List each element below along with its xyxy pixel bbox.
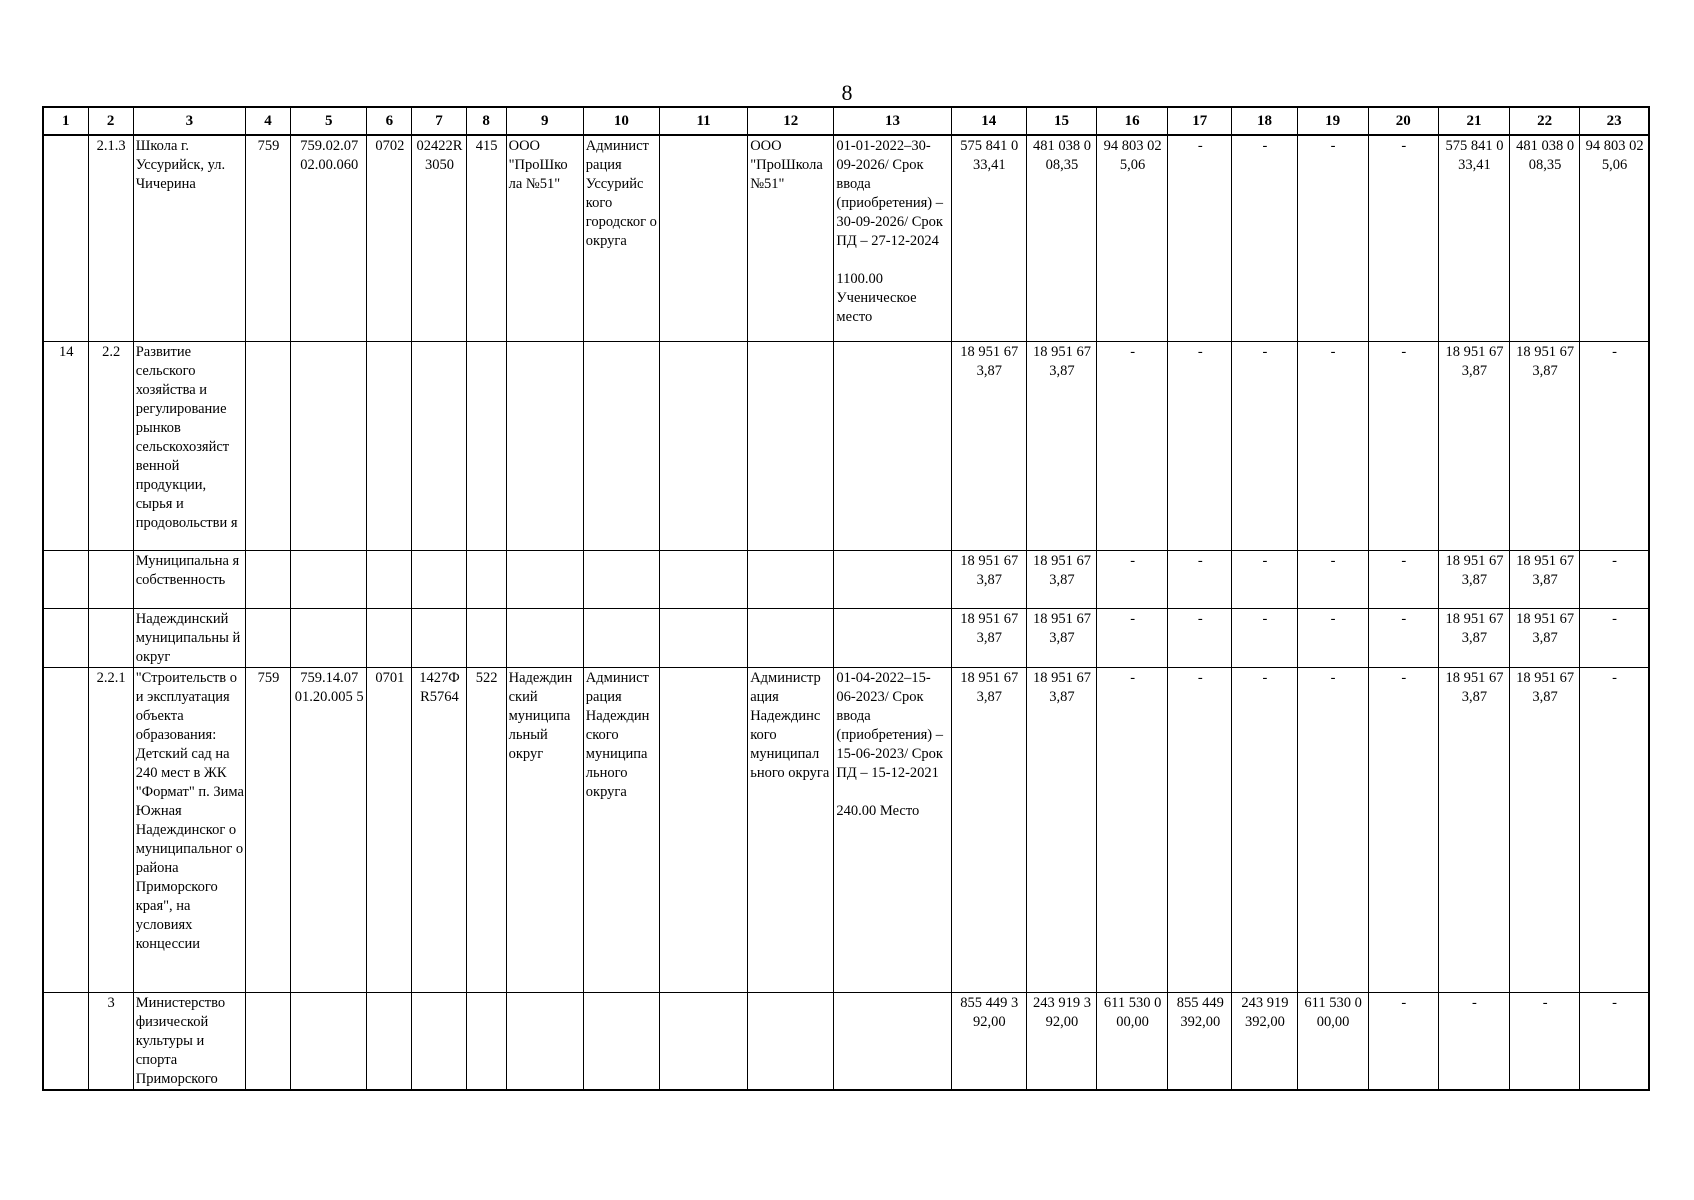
table-cell-col-15: 481 038 0 08,35 [1026,135,1096,341]
table-cell-col-17: - [1168,341,1232,550]
table-cell-col-18: - [1232,135,1297,341]
column-header-1: 1 [43,107,88,135]
table-cell-col-22: 18 951 67 3,87 [1510,608,1580,667]
table-cell-col-2: 2.2.1 [88,667,133,992]
column-header-20: 20 [1368,107,1438,135]
table-cell-col-15: 18 951 67 3,87 [1026,341,1096,550]
table-cell-col-5 [291,608,367,667]
table-cell-col-10: Админист рация Надеждин ского муниципа льного округа [583,667,659,992]
table-cell-col-17: - [1168,608,1232,667]
column-header-7: 7 [412,107,466,135]
data-table [42,106,1650,1091]
column-header-17: 17 [1168,107,1232,135]
table-cell-col-16: 94 803 02 5,06 [1097,135,1168,341]
table-cell-col-6: 0702 [367,135,412,341]
table-cell-col-6 [367,341,412,550]
column-header-23: 23 [1580,107,1649,135]
table-cell-col-15: 18 951 67 3,87 [1026,550,1096,608]
table-row [43,135,1649,341]
table-cell-col-23: - [1580,992,1649,1090]
table-cell-col-3: Школа г. Уссурийск, ул. Чичерина [133,135,245,341]
table-cell-col-14: 575 841 0 33,41 [951,135,1026,341]
table-cell-col-17: - [1168,667,1232,992]
table-cell-col-4 [245,550,290,608]
table-cell-col-9 [506,341,583,550]
table-cell-col-12 [748,550,834,608]
table-cell-col-8 [466,608,506,667]
table-cell-col-14: 855 449 3 92,00 [951,992,1026,1090]
table-cell-col-20: - [1368,992,1438,1090]
table-cell-col-12: ООО "ПроШкола №51" [748,135,834,341]
table-cell-col-14: 18 951 67 3,87 [951,341,1026,550]
table-cell-col-22: 18 951 67 3,87 [1510,341,1580,550]
table-row [43,550,1649,608]
table-cell-col-23: - [1580,667,1649,992]
table-cell-col-3: Министерство физической культуры и спорта Приморского [133,992,245,1090]
table-cell-col-6: 0701 [367,667,412,992]
table-cell-col-13: 01-04-2022–15-06-2023/ Срок ввода (приобретения) – 15-06-2023/ Срок ПД – 15-12-2021 240.00 Место [834,667,951,992]
column-header-22: 22 [1510,107,1580,135]
table-cell-col-21: 18 951 67 3,87 [1438,667,1509,992]
table-cell-col-10 [583,341,659,550]
table-cell-col-14: 18 951 67 3,87 [951,608,1026,667]
table-cell-col-20: - [1368,667,1438,992]
table-cell-col-19: - [1297,135,1368,341]
table-cell-col-5: 759.02.07 02.00.060 [291,135,367,341]
table-cell-col-2: 2.2 [88,341,133,550]
table-cell-col-18: 243 919 392,00 [1232,992,1297,1090]
table-row [43,667,1649,992]
table-cell-col-14: 18 951 67 3,87 [951,550,1026,608]
table-cell-col-18: - [1232,608,1297,667]
table-cell-col-2: 3 [88,992,133,1090]
table-cell-col-7: 1427Ф R5764 [412,667,466,992]
table-cell-col-19: - [1297,550,1368,608]
column-header-6: 6 [367,107,412,135]
table-cell-col-3: Развитие сельского хозяйства и регулирование рынков сельскохозяйст венной продукции, сырья и продовольстви я [133,341,245,550]
column-header-21: 21 [1438,107,1509,135]
table-cell-col-18: - [1232,341,1297,550]
table-cell-col-1 [43,550,88,608]
table-cell-col-21: 18 951 67 3,87 [1438,341,1509,550]
table-cell-col-10: Админист рация Уссурийс кого городског о округа [583,135,659,341]
table-cell-col-7: 02422R 3050 [412,135,466,341]
table-cell-col-18: - [1232,667,1297,992]
table-cell-col-21: 18 951 67 3,87 [1438,550,1509,608]
table-cell-col-16: - [1097,667,1168,992]
table-cell-col-15: 243 919 3 92,00 [1026,992,1096,1090]
page-number: 8 [841,80,853,105]
table-cell-col-12 [748,341,834,550]
column-header-5: 5 [291,107,367,135]
table-cell-col-22: 481 038 0 08,35 [1510,135,1580,341]
table-cell-col-4 [245,608,290,667]
column-header-8: 8 [466,107,506,135]
table-cell-col-22: - [1510,992,1580,1090]
table-cell-col-1 [43,667,88,992]
table-cell-col-1 [43,992,88,1090]
table-cell-col-3: Надеждинский муниципальны й округ [133,608,245,667]
table-cell-col-4: 759 [245,667,290,992]
table-cell-col-8 [466,341,506,550]
table-cell-col-11 [659,135,747,341]
table-cell-col-17: - [1168,550,1232,608]
table-cell-col-4 [245,341,290,550]
table-cell-col-15: 18 951 67 3,87 [1026,667,1096,992]
table-cell-col-11 [659,667,747,992]
table-cell-col-22: 18 951 67 3,87 [1510,667,1580,992]
table-cell-col-6 [367,608,412,667]
table-cell-col-4: 759 [245,135,290,341]
table-cell-col-5: 759.14.07 01.20.005 5 [291,667,367,992]
column-header-4: 4 [245,107,290,135]
table-cell-col-23: 94 803 02 5,06 [1580,135,1649,341]
table-cell-col-14: 18 951 67 3,87 [951,667,1026,992]
column-header-11: 11 [659,107,747,135]
table-body [43,135,1649,1090]
table-cell-col-1 [43,135,88,341]
column-header-9: 9 [506,107,583,135]
table-cell-col-23: - [1580,550,1649,608]
table-cell-col-10 [583,550,659,608]
table-cell-col-21: 18 951 67 3,87 [1438,608,1509,667]
table-cell-col-11 [659,608,747,667]
table-cell-col-13 [834,550,951,608]
table-cell-col-21: 575 841 0 33,41 [1438,135,1509,341]
table-cell-col-17: 855 449 392,00 [1168,992,1232,1090]
table-cell-col-9 [506,992,583,1090]
table-cell-col-13 [834,608,951,667]
table-cell-col-13 [834,992,951,1090]
header-row [43,107,1649,135]
table-row [43,992,1649,1090]
table-cell-col-22: 18 951 67 3,87 [1510,550,1580,608]
table-cell-col-6 [367,992,412,1090]
table-cell-col-2: 2.1.3 [88,135,133,341]
table-cell-col-20: - [1368,550,1438,608]
table-cell-col-8: 522 [466,667,506,992]
table-cell-col-5 [291,341,367,550]
table-cell-col-12 [748,992,834,1090]
table-cell-col-4 [245,992,290,1090]
table-cell-col-20: - [1368,608,1438,667]
table-cell-col-9 [506,550,583,608]
table-cell-col-2 [88,608,133,667]
column-header-2: 2 [88,107,133,135]
column-header-3: 3 [133,107,245,135]
table-cell-col-11 [659,992,747,1090]
table-cell-col-5 [291,992,367,1090]
table-cell-col-20: - [1368,135,1438,341]
column-header-16: 16 [1097,107,1168,135]
table-cell-col-16: - [1097,341,1168,550]
table-cell-col-10 [583,992,659,1090]
table-cell-col-9: ООО "ПроШко ла №51" [506,135,583,341]
table-cell-col-18: - [1232,550,1297,608]
table-row [43,608,1649,667]
column-header-14: 14 [951,107,1026,135]
table-cell-col-8 [466,550,506,608]
column-header-18: 18 [1232,107,1297,135]
table-cell-col-19: - [1297,341,1368,550]
table-cell-col-16: 611 530 0 00,00 [1097,992,1168,1090]
table-cell-col-7 [412,550,466,608]
table-cell-col-1: 14 [43,341,88,550]
table-cell-col-11 [659,550,747,608]
table-cell-col-3: Муниципальна я собственность [133,550,245,608]
table-cell-col-1 [43,608,88,667]
column-header-10: 10 [583,107,659,135]
column-header-15: 15 [1026,107,1096,135]
table-cell-col-3: "Строительств о и эксплуатация объекта образования: Детский сад на 240 мест в ЖК "Формат" п. Зима Южная Надеждинског о муниципальног о района Приморского края", на условиях концессии [133,667,245,992]
table-cell-col-2 [88,550,133,608]
table-cell-col-13 [834,341,951,550]
table-cell-col-17: - [1168,135,1232,341]
column-header-19: 19 [1297,107,1368,135]
table-cell-col-7 [412,341,466,550]
table-cell-col-16: - [1097,608,1168,667]
table-cell-col-19: 611 530 0 00,00 [1297,992,1368,1090]
table-cell-col-19: - [1297,608,1368,667]
table-cell-col-23: - [1580,608,1649,667]
table-cell-col-9 [506,608,583,667]
table-cell-col-7 [412,992,466,1090]
table-cell-col-5 [291,550,367,608]
table-cell-col-15: 18 951 67 3,87 [1026,608,1096,667]
table-cell-col-8 [466,992,506,1090]
table-cell-col-16: - [1097,550,1168,608]
table-cell-col-10 [583,608,659,667]
column-header-12: 12 [748,107,834,135]
table-cell-col-7 [412,608,466,667]
table-row [43,341,1649,550]
table-cell-col-19: - [1297,667,1368,992]
column-header-13: 13 [834,107,951,135]
table-cell-col-9: Надеждин ский муниципа льный округ [506,667,583,992]
table-cell-col-8: 415 [466,135,506,341]
table-cell-col-6 [367,550,412,608]
table-cell-col-11 [659,341,747,550]
table-cell-col-13: 01-01-2022–30-09-2026/ Срок ввода (приобретения) – 30-09-2026/ Срок ПД – 27-12-2024 1100.00 Ученическое место [834,135,951,341]
table-cell-col-12: Администр ация Надеждинс кого муниципал ьного округа [748,667,834,992]
table-cell-col-21: - [1438,992,1509,1090]
table-cell-col-12 [748,608,834,667]
table-cell-col-23: - [1580,341,1649,550]
table-cell-col-20: - [1368,341,1438,550]
